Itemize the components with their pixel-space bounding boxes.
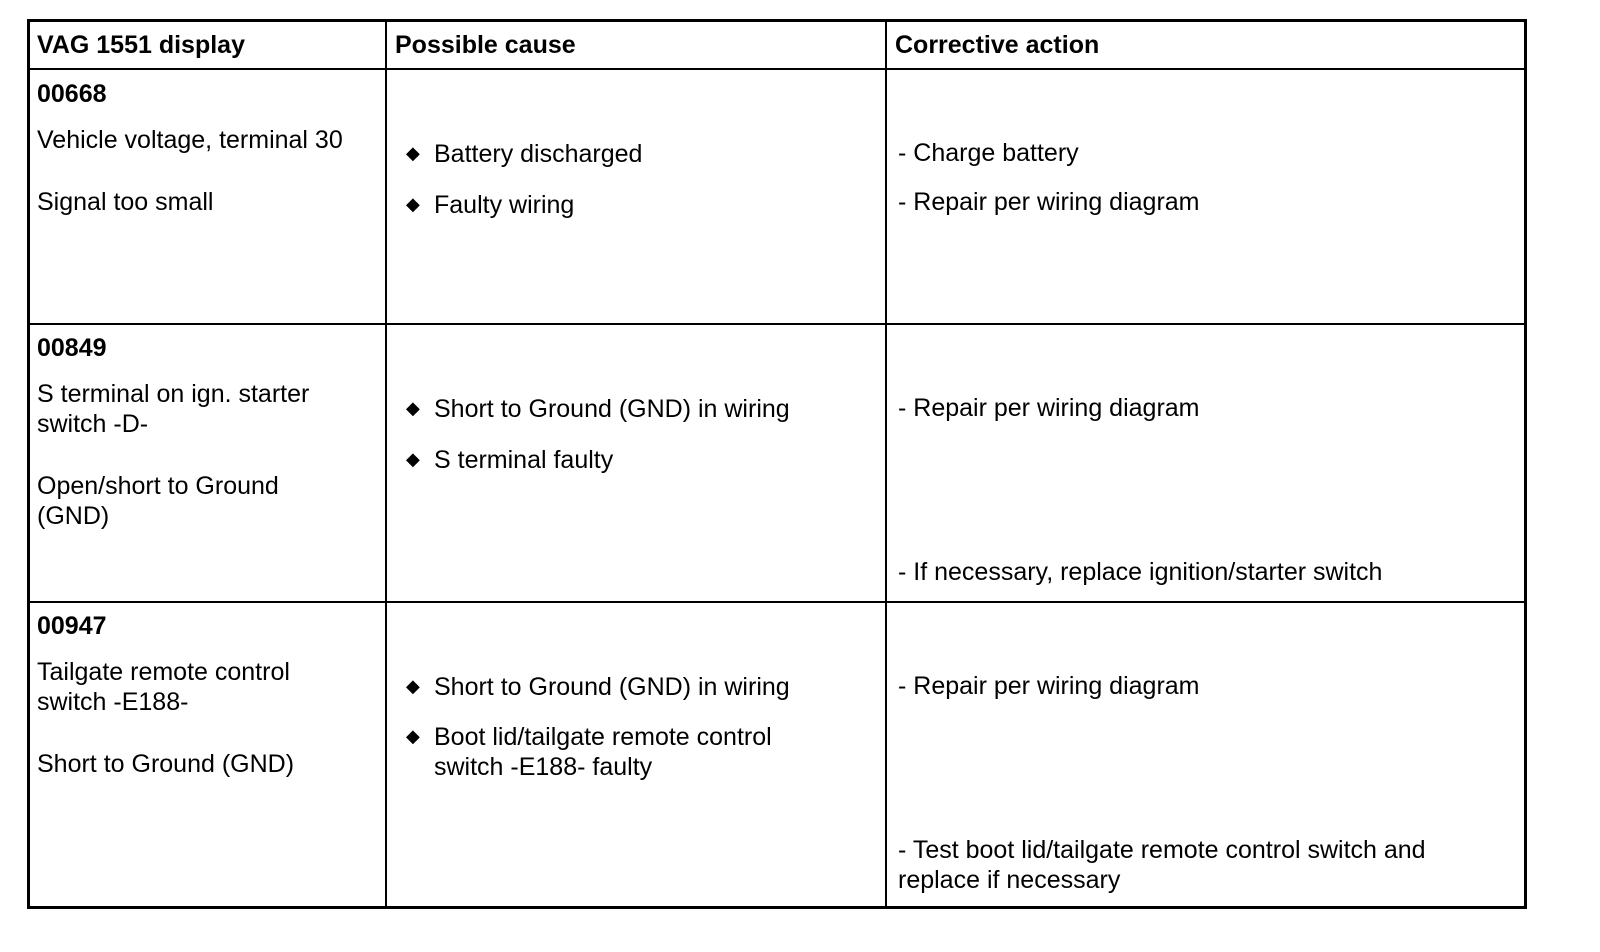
header-possible-cause: Possible cause xyxy=(395,31,576,59)
fault-code-00849: 00849 xyxy=(37,334,107,362)
row3-description-line2: switch -E188- xyxy=(37,688,189,716)
row1-cause-1: Battery discharged xyxy=(434,140,643,168)
row2-cause-2: S terminal faulty xyxy=(434,446,614,474)
row2-description-line1: S terminal on ign. starter xyxy=(37,380,310,408)
row3-action-1: - Repair per wiring diagram xyxy=(898,672,1200,700)
header-vag-display: VAG 1551 display xyxy=(37,31,245,59)
row1-action-2: - Repair per wiring diagram xyxy=(898,188,1200,216)
diamond-bullet-icon: ◆ xyxy=(406,676,420,696)
column-divider-2 xyxy=(885,22,887,906)
row3-cause-2-line2: switch -E188- faulty xyxy=(434,753,653,781)
row3-description-line1: Tailgate remote control xyxy=(37,658,290,686)
row2-action-1: - Repair per wiring diagram xyxy=(898,394,1200,422)
row3-action-2-line1: - Test boot lid/tailgate remote control switch and xyxy=(898,836,1426,864)
row3-cause-1: Short to Ground (GND) in wiring xyxy=(434,673,790,701)
diamond-bullet-icon: ◆ xyxy=(406,449,420,469)
header-corrective-action: Corrective action xyxy=(895,31,1100,59)
row1-action-1: - Charge battery xyxy=(898,139,1079,167)
row-divider-2 xyxy=(30,601,1524,603)
fault-code-table xyxy=(27,19,1527,909)
row1-signal: Signal too small xyxy=(37,188,214,216)
row-divider-1 xyxy=(30,323,1524,325)
fault-code-00947: 00947 xyxy=(37,612,107,640)
diamond-bullet-icon: ◆ xyxy=(406,143,420,163)
row2-cause-1: Short to Ground (GND) in wiring xyxy=(434,395,790,423)
row3-status: Short to Ground (GND) xyxy=(37,750,295,778)
row2-description-line2: switch -D- xyxy=(37,410,149,438)
header-divider xyxy=(30,68,1524,70)
row3-cause-2-line1: Boot lid/tailgate remote control xyxy=(434,723,772,751)
diamond-bullet-icon: ◆ xyxy=(406,726,420,746)
diamond-bullet-icon: ◆ xyxy=(406,194,420,214)
row2-status-line1: Open/short to Ground xyxy=(37,472,279,500)
row1-description: Vehicle voltage, terminal 30 xyxy=(37,126,343,154)
fault-code-00668: 00668 xyxy=(37,80,107,108)
row2-action-2: - If necessary, replace ignition/starter switch xyxy=(898,558,1383,586)
row1-cause-2: Faulty wiring xyxy=(434,191,575,219)
column-divider-1 xyxy=(385,22,387,906)
row3-action-2-line2: replace if necessary xyxy=(898,866,1121,894)
row2-status-line2: (GND) xyxy=(37,502,110,530)
diamond-bullet-icon: ◆ xyxy=(406,398,420,418)
